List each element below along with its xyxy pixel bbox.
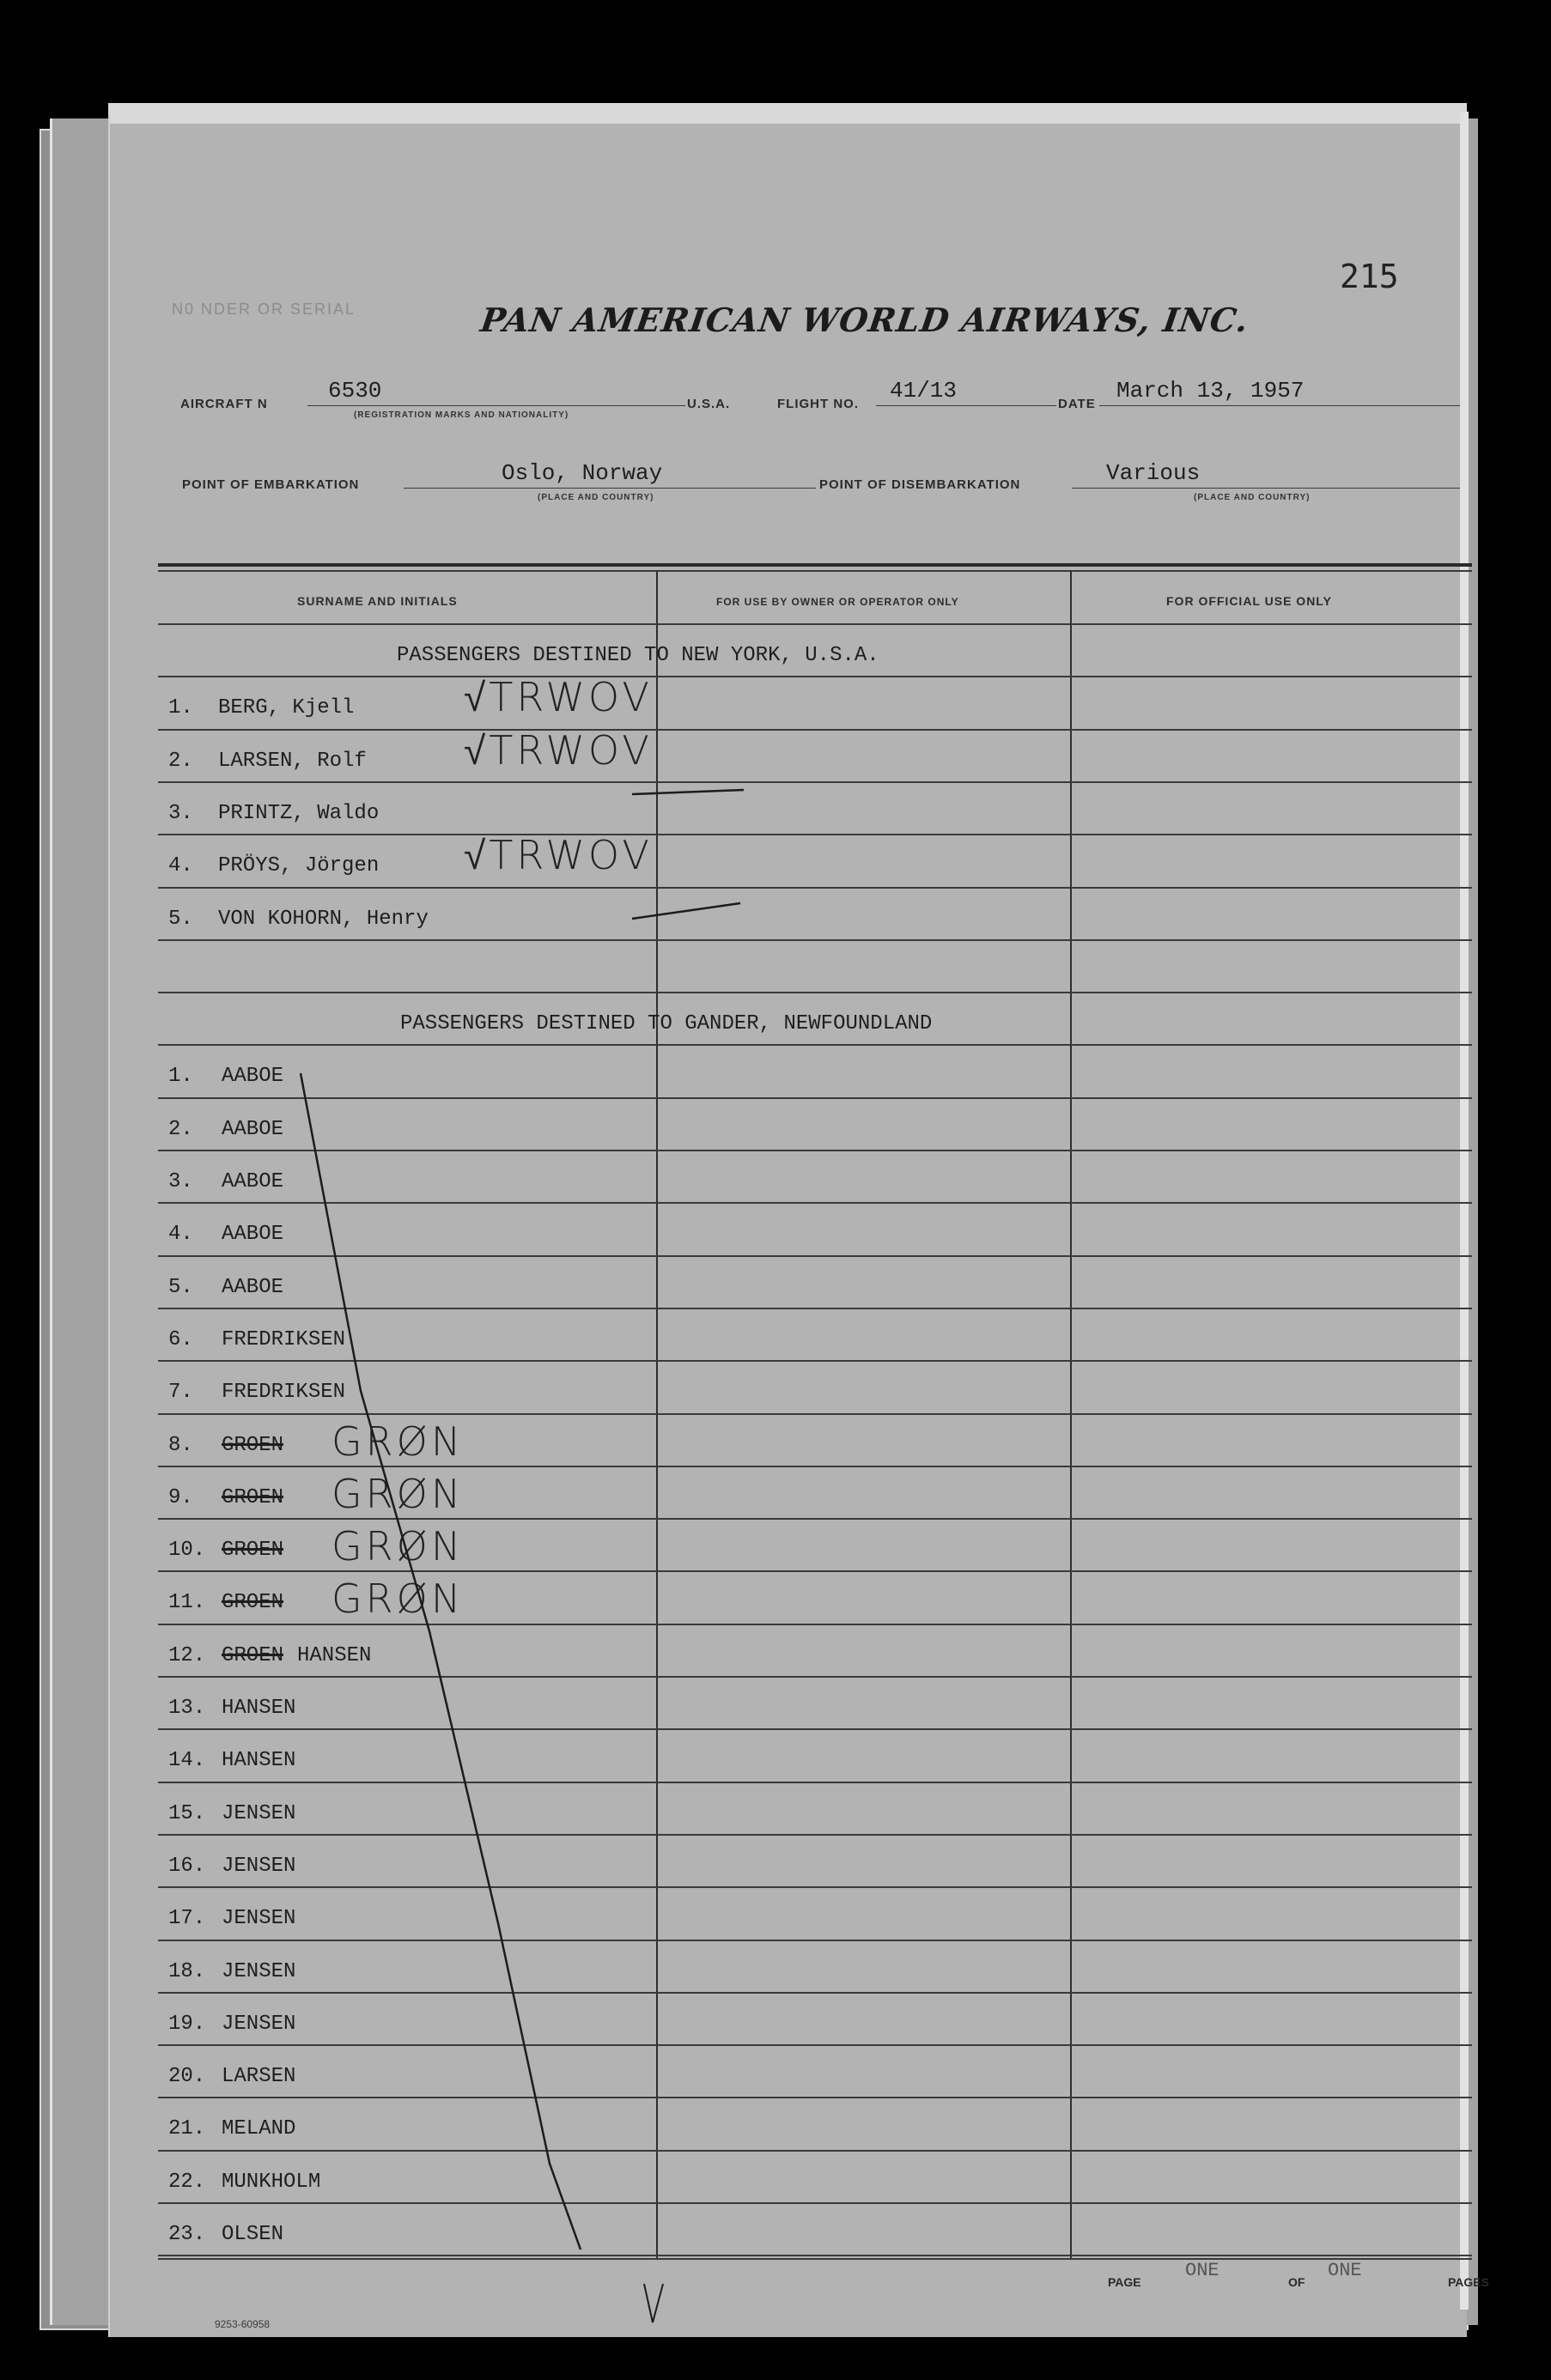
date-value: March 13, 1957 [1116,378,1305,404]
row-number: 6. [168,1327,193,1351]
row-number: 1. [168,696,193,720]
embark-label: POINT OF EMBARKATION [182,477,360,492]
page-value: ONE [1185,2260,1220,2281]
passenger-name: AABOE [222,1170,284,1193]
row-number: 8. [168,1433,193,1457]
row-number: 12. [168,1643,206,1667]
company-name: PAN AMERICAN WORLD AIRWAYS, INC. [477,301,1252,339]
row-number: 22. [168,2170,206,2194]
struck-out-name: GROEN [222,1539,284,1563]
passenger-name: BERG, Kjell [218,696,355,720]
passenger-name: OLSEN [222,2223,284,2246]
handwritten-correction: GRØN [331,1418,465,1465]
row-number: 13. [168,1697,206,1720]
struck-out-name: GROEN [222,1485,284,1509]
passenger-name: PRÖYS, Jörgen [218,854,380,878]
passenger-name: HANSEN [297,1643,372,1667]
date-label: DATE [1058,397,1096,411]
row-number: 3. [168,801,193,825]
passenger-name: AABOE [222,1275,284,1299]
page-label: PAGE [1108,2275,1141,2289]
row-number: 19. [168,2012,206,2036]
of-value: ONE [1328,2260,1362,2281]
form-number: 9253-60958 [215,2318,271,2330]
passenger-name: LARSEN, Rolf [218,749,367,773]
disembark-value: Various [1106,460,1201,486]
struck-out-name: GROEN [222,1643,284,1667]
embark-value: Oslo, Norway [502,460,663,486]
row-number: 1. [168,1065,193,1089]
passenger-name: AABOE [222,1117,284,1141]
flight-value: 41/13 [890,378,958,404]
aircraft-value: 6530 [328,378,382,404]
handwritten-check-mark: √TRWOV [464,832,653,879]
row-number: 2. [168,749,193,773]
aircraft-label: AIRCRAFT N [180,397,268,411]
passenger-name: HANSEN [222,1697,296,1720]
row-number: 10. [168,1539,206,1563]
pages-label: PAGES [1448,2275,1489,2289]
passenger-name: JENSEN [222,1907,296,1931]
passenger-name: JENSEN [222,1959,296,1983]
passenger-name: JENSEN [222,1801,296,1825]
section-heading-new-york: PASSENGERS DESTINED TO NEW YORK, U.S.A. [397,644,879,667]
handwritten-correction: GRØN [331,1523,465,1570]
passenger-name: FREDRIKSEN [222,1381,346,1405]
row-number: 5. [168,907,193,931]
row-number: 4. [168,1223,193,1247]
faint-header-text: N0 NDER OR SERIAL [172,301,356,318]
row-number: 4. [168,854,193,878]
flight-label: FLIGHT NO. [777,397,859,411]
page-number: 215 [1340,258,1399,295]
handwritten-correction: GRØN [331,1470,465,1517]
col-official-header: FOR OFFICIAL USE ONLY [1166,594,1332,608]
row-number: 15. [168,1801,206,1825]
col-owner-header: FOR USE BY OWNER OR OPERATOR ONLY [716,596,959,608]
usa-label: U.S.A. [687,397,731,411]
handwritten-check-mark: √TRWOV [464,674,653,721]
handwritten-correction: GRØN [331,1576,465,1623]
section-heading-gander: PASSENGERS DESTINED TO GANDER, NEWFOUNDLAND [400,1012,933,1036]
struck-out-name: GROEN [222,1433,284,1457]
row-number: 23. [168,2223,206,2246]
passenger-name: AABOE [222,1065,284,1089]
row-number: 3. [168,1170,193,1193]
diagonal-check-line [301,1073,581,2249]
passenger-name: FREDRIKSEN [222,1327,346,1351]
aircraft-sub: (REGISTRATION MARKS AND NATIONALITY) [354,410,569,420]
row-number: 11. [168,1591,206,1615]
handwritten-check-mark: √TRWOV [464,726,653,774]
passenger-name: VON KOHORN, Henry [218,907,429,931]
embark-sub: (PLACE AND COUNTRY) [538,493,654,502]
passenger-name: LARSEN [222,2065,296,2089]
row-number: 20. [168,2065,206,2089]
row-number: 9. [168,1485,193,1509]
dash-mark-1 [632,790,744,794]
table-bottom-rule [158,2258,1472,2260]
disembark-sub: (PLACE AND COUNTRY) [1194,493,1311,502]
row-number: 7. [168,1381,193,1405]
dash-mark-2 [632,903,740,919]
row-number: 2. [168,1117,193,1141]
passenger-name: MUNKHOLM [222,2170,321,2194]
row-number: 14. [168,1749,206,1773]
row-number: 18. [168,1959,206,1983]
passenger-name: PRINTZ, Waldo [218,801,380,825]
row-number: 16. [168,1854,206,1878]
struck-out-name: GROEN [222,1591,284,1615]
bottom-mark [644,2284,663,2322]
passenger-name: MELAND [222,2117,296,2141]
row-number: 17. [168,1907,206,1931]
passenger-name: AABOE [222,1223,284,1247]
passenger-name: JENSEN [222,2012,296,2036]
disembark-label: POINT OF DISEMBARKATION [819,477,1021,492]
passenger-name: HANSEN [222,1749,296,1773]
col-surname-header: SURNAME AND INITIALS [297,594,458,608]
passenger-name: JENSEN [222,1854,296,1878]
of-label: OF [1288,2275,1305,2289]
row-number: 5. [168,1275,193,1299]
row-number: 21. [168,2117,206,2141]
